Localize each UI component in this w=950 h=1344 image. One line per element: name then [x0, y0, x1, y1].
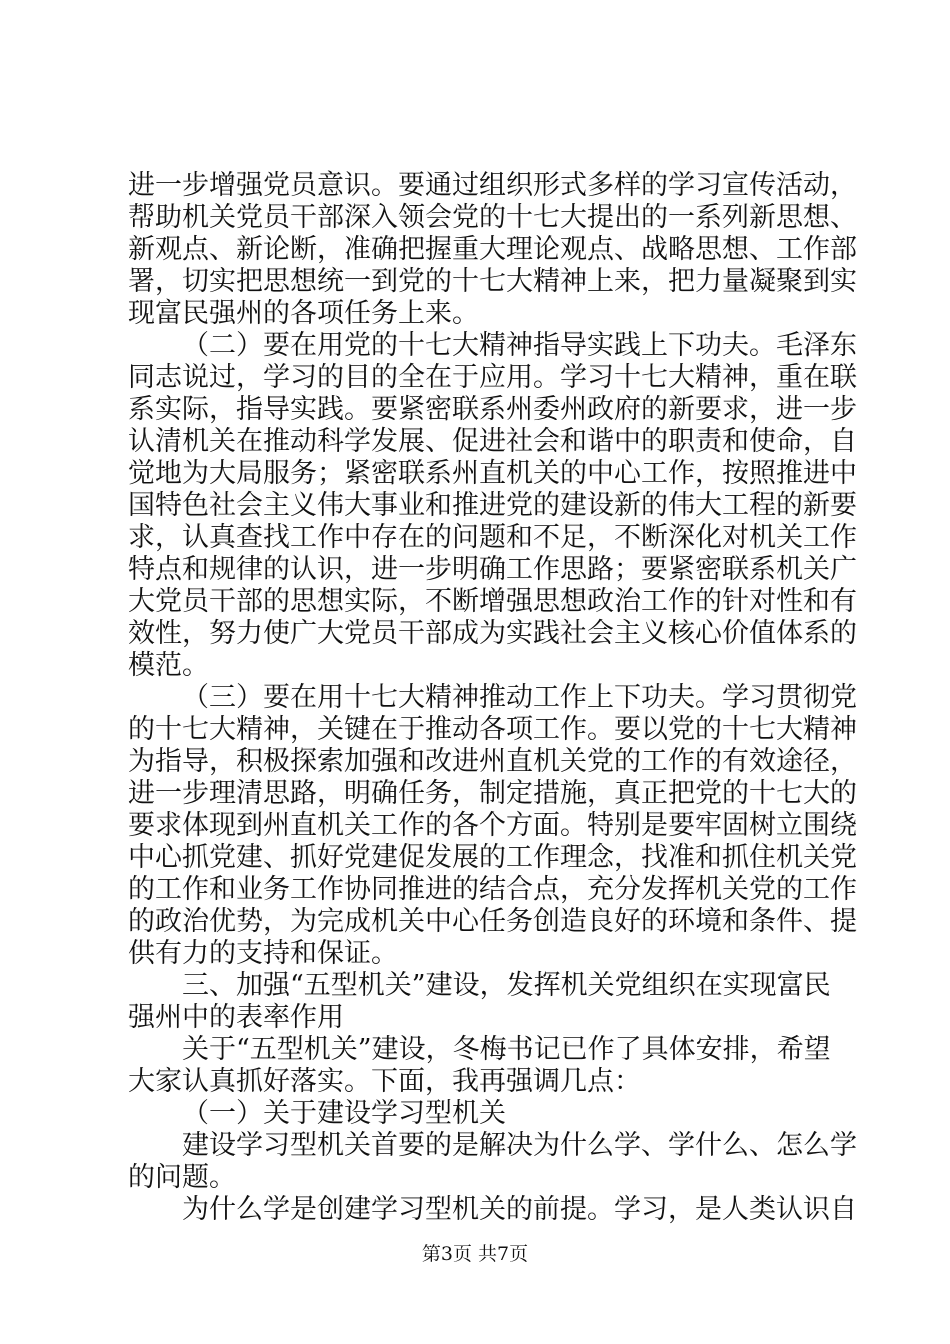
text-line: 建设学习型机关首要的是解决为什么学、学什么、怎么学 — [182, 1130, 857, 1161]
text-line: 强州中的表率作用 — [128, 1002, 344, 1033]
text-line: 特点和规律的认识，进一步明确工作思路；要紧密联系机关广 — [128, 554, 857, 585]
text-line: 进一步理清思路，明确任务，制定措施，真正把党的十七大的 — [128, 778, 857, 809]
text-line: 署，切实把思想统一到党的十七大精神上来，把力量凝聚到实 — [128, 266, 857, 297]
text-line: 系实际，指导实践。要紧密联系州委州政府的新要求，进一步 — [128, 394, 857, 425]
text-line: 觉地为大局服务；紧密联系州直机关的中心工作，按照推进中 — [128, 458, 857, 489]
text-line: 为指导，积极探索加强和改进州直机关党的工作的有效途径， — [128, 746, 857, 777]
text-line: 同志说过，学习的目的全在于应用。学习十七大精神，重在联 — [128, 362, 857, 393]
page-number-footer: 第3页 共7页 — [421, 1243, 529, 1265]
section-heading — [128, 970, 831, 1034]
paragraph — [128, 330, 857, 682]
paragraph — [128, 1194, 857, 1226]
text-line: 的十七大精神，关键在于推动各项工作。要以党的十七大精神 — [128, 714, 857, 745]
text-line: 国特色社会主义伟大事业和推进党的建设新的伟大工程的新要 — [128, 490, 857, 521]
text-line: 的政治优势，为完成机关中心任务创造良好的环境和条件、提 — [128, 906, 857, 937]
text-line: 的问题。 — [128, 1162, 236, 1193]
text-line: 的工作和业务工作协同推进的结合点，充分发挥机关党的工作 — [128, 874, 857, 905]
text-line: （三）要在用十七大精神推动工作上下功夫。学习贯彻党 — [182, 682, 857, 713]
text-line: （一）关于建设学习型机关 — [182, 1098, 506, 1129]
text-line: 关于“五型机关”建设，冬梅书记已作了具体安排，希望 — [182, 1034, 831, 1065]
text-line: （二）要在用党的十七大精神指导实践上下功夫。毛泽东 — [182, 330, 857, 361]
text-line: 供有力的支持和保证。 — [128, 938, 398, 969]
paragraph — [128, 170, 857, 330]
text-line: 帮助机关党员干部深入领会党的十七大提出的一系列新思想、 — [128, 202, 857, 233]
text-line: 要求体现到州直机关工作的各个方面。特别是要牢固树立围绕 — [128, 810, 857, 841]
document-body — [128, 170, 857, 1226]
paragraph — [128, 682, 857, 970]
text-line: 进一步增强党员意识。要通过组织形式多样的学习宣传活动， — [128, 170, 857, 201]
paragraph — [128, 1130, 857, 1194]
subsection-heading — [128, 1098, 828, 1130]
text-line: 现富民强州的各项任务上来。 — [128, 298, 479, 329]
paragraph — [128, 1034, 831, 1098]
text-line: 大党员干部的思想实际，不断增强思想政治工作的针对性和有 — [128, 586, 857, 617]
text-line: 三、加强“五型机关”建设，发挥机关党组织在实现富民 — [182, 970, 831, 1001]
text-line: 中心抓党建、抓好党建促发展的工作理念，找准和抓住机关党 — [128, 842, 857, 873]
text-line: 求，认真查找工作中存在的问题和不足，不断深化对机关工作 — [128, 522, 857, 553]
text-line: 新观点、新论断，准确把握重大理论观点、战略思想、工作部 — [128, 234, 857, 265]
text-line: 模范。 — [128, 650, 209, 681]
text-line: 认清机关在推动科学发展、促进社会和谐中的职责和使命，自 — [128, 426, 857, 457]
text-line: 为什么学是创建学习型机关的前提。学习，是人类认识自 — [182, 1194, 857, 1225]
text-line: 大家认真抓好落实。下面，我再强调几点： — [128, 1066, 641, 1097]
text-line: 效性，努力使广大党员干部成为实践社会主义核心价值体系的 — [128, 618, 857, 649]
